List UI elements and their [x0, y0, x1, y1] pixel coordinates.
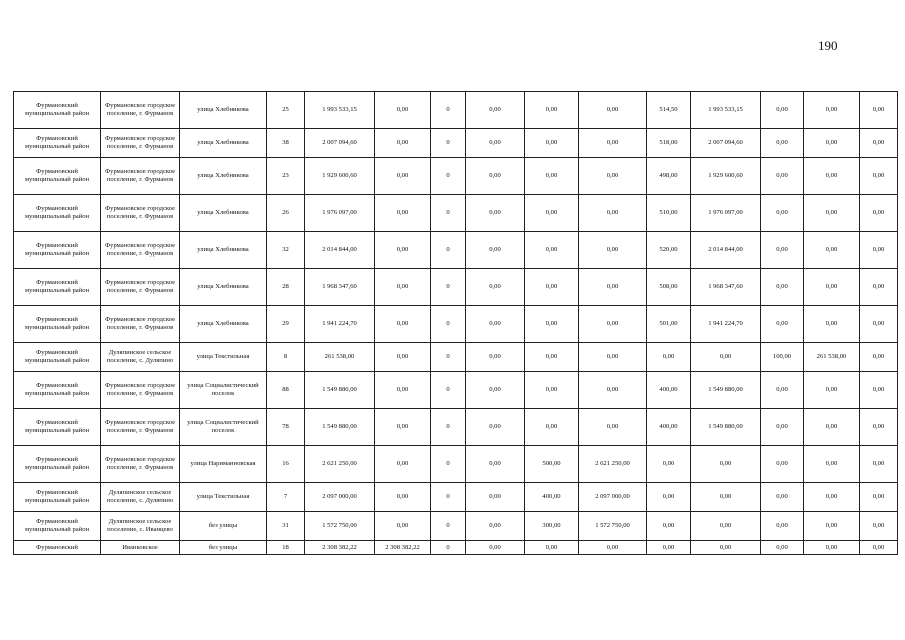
cell-cost-col-8: 0,00	[466, 129, 525, 158]
data-table	[13, 91, 898, 555]
cell-area-col-11: 518,00	[647, 129, 691, 158]
cell-cost-col-8: 0,00	[466, 306, 525, 343]
cell-house-number: 29	[267, 306, 305, 343]
table-body	[14, 92, 898, 555]
cell-cost-col-15: 0,00	[860, 129, 898, 158]
cell-area-col-13: 0,00	[761, 158, 804, 195]
cell-area-col-13: 0,00	[761, 446, 804, 483]
cell-area-col-9: 0,00	[525, 129, 579, 158]
cell-settlement: Фурмановское городское поселение, г. Фурманов	[101, 92, 180, 129]
cell-cost-col-10: 0,00	[579, 195, 647, 232]
cell-area-col-13: 0,00	[761, 409, 804, 446]
cell-street: улица Хлебникова	[180, 232, 267, 269]
cell-house-number: 78	[267, 409, 305, 446]
cell-cost-col-14: 0,00	[804, 269, 860, 306]
cell-area-col-13: 0,00	[761, 269, 804, 306]
cell-settlement: Дуляпинское сельское поселение, с. Дуляпино	[101, 483, 180, 512]
cell-cost-col-12: 1 929 600,60	[691, 158, 761, 195]
cell-count-col-7: 0	[431, 158, 466, 195]
cell-cost-col-14: 0,00	[804, 306, 860, 343]
cell-cost-col-6: 2 308 382,22	[375, 541, 431, 555]
cell-cost-col-15: 0,00	[860, 372, 898, 409]
cell-cost-col-12: 0,00	[691, 541, 761, 555]
cell-area-col-9: 500,00	[525, 446, 579, 483]
cell-cost-col-6: 0,00	[375, 269, 431, 306]
cell-house-number: 31	[267, 512, 305, 541]
cell-area-col-9: 0,00	[525, 195, 579, 232]
cell-street: улица Хлебникова	[180, 195, 267, 232]
cell-cost-col-12: 0,00	[691, 512, 761, 541]
cell-cost-col-10: 0,00	[579, 306, 647, 343]
cell-cost-col-10: 0,00	[579, 232, 647, 269]
cell-count-col-7: 0	[431, 483, 466, 512]
cell-municipality: Фурмановский муниципальный район	[14, 129, 101, 158]
cell-street: улица Нариманновская	[180, 446, 267, 483]
cell-area-col-13: 0,00	[761, 372, 804, 409]
cell-area-col-9: 400,00	[525, 483, 579, 512]
cell-cost-col-6: 0,00	[375, 232, 431, 269]
cell-total-cost: 261 538,00	[305, 343, 375, 372]
cell-municipality: Фурмановский муниципальный район	[14, 306, 101, 343]
cell-cost-col-15: 0,00	[860, 483, 898, 512]
cell-count-col-7: 0	[431, 306, 466, 343]
cell-cost-col-10: 2 621 250,00	[579, 446, 647, 483]
cell-cost-col-8: 0,00	[466, 232, 525, 269]
cell-cost-col-14: 0,00	[804, 232, 860, 269]
cell-municipality: Фурмановский муниципальный район	[14, 232, 101, 269]
cell-total-cost: 2 308 382,22	[305, 541, 375, 555]
cell-area-col-9: 0,00	[525, 343, 579, 372]
cell-cost-col-14: 0,00	[804, 541, 860, 555]
cell-count-col-7: 0	[431, 446, 466, 483]
cell-municipality: Фурмановский муниципальный район	[14, 512, 101, 541]
cell-cost-col-6: 0,00	[375, 446, 431, 483]
cell-house-number: 16	[267, 446, 305, 483]
cell-street: улица Хлебникова	[180, 158, 267, 195]
cell-cost-col-10: 0,00	[579, 158, 647, 195]
cell-cost-col-8: 0,00	[466, 483, 525, 512]
cell-cost-col-12: 0,00	[691, 483, 761, 512]
cell-area-col-11: 0,00	[647, 541, 691, 555]
cell-cost-col-15: 0,00	[860, 541, 898, 555]
cell-total-cost: 2 014 844,00	[305, 232, 375, 269]
cell-cost-col-15: 0,00	[860, 446, 898, 483]
cell-municipality: Фурмановский муниципальный район	[14, 446, 101, 483]
cell-cost-col-6: 0,00	[375, 92, 431, 129]
cell-house-number: 18	[267, 541, 305, 555]
cell-street: без улицы	[180, 541, 267, 555]
cell-cost-col-10: 2 097 000,00	[579, 483, 647, 512]
cell-settlement: Фурмановское городское поселение, г. Фурманов	[101, 158, 180, 195]
cell-area-col-11: 0,00	[647, 446, 691, 483]
cell-cost-col-15: 0,00	[860, 232, 898, 269]
cell-house-number: 32	[267, 232, 305, 269]
cell-cost-col-12: 1 976 097,00	[691, 195, 761, 232]
cell-area-col-13: 100,00	[761, 343, 804, 372]
cell-cost-col-8: 0,00	[466, 512, 525, 541]
cell-area-col-9: 0,00	[525, 306, 579, 343]
cell-count-col-7: 0	[431, 372, 466, 409]
cell-street: улица Социалистический поселок	[180, 409, 267, 446]
cell-count-col-7: 0	[431, 92, 466, 129]
cell-street: улица Хлебникова	[180, 269, 267, 306]
cell-settlement: Дуляпинское сельское поселение, с. Иванцево	[101, 512, 180, 541]
cell-cost-col-6: 0,00	[375, 512, 431, 541]
cell-area-col-13: 0,00	[761, 512, 804, 541]
cell-area-col-11: 501,00	[647, 306, 691, 343]
cell-count-col-7: 0	[431, 129, 466, 158]
cell-area-col-11: 520,00	[647, 232, 691, 269]
cell-area-col-9: 0,00	[525, 92, 579, 129]
cell-total-cost: 1 976 097,00	[305, 195, 375, 232]
cell-area-col-13: 0,00	[761, 232, 804, 269]
cell-cost-col-10: 0,00	[579, 541, 647, 555]
cell-area-col-13: 0,00	[761, 541, 804, 555]
cell-cost-col-14: 261 538,00	[804, 343, 860, 372]
cell-street: улица Текстильная	[180, 343, 267, 372]
cell-cost-col-15: 0,00	[860, 409, 898, 446]
cell-cost-col-10: 1 572 750,00	[579, 512, 647, 541]
table-row	[14, 446, 898, 483]
cell-cost-col-12: 1 549 880,00	[691, 409, 761, 446]
cell-cost-col-8: 0,00	[466, 195, 525, 232]
cell-street: улица Социалистический поселок	[180, 372, 267, 409]
cell-settlement: Фурмановское городское поселение, г. Фурманов	[101, 372, 180, 409]
cell-house-number: 88	[267, 372, 305, 409]
cell-area-col-11: 514,50	[647, 92, 691, 129]
cell-house-number: 23	[267, 158, 305, 195]
cell-area-col-11: 508,00	[647, 269, 691, 306]
cell-cost-col-12: 1 549 880,00	[691, 372, 761, 409]
cell-cost-col-12: 1 993 533,15	[691, 92, 761, 129]
cell-area-col-9: 0,00	[525, 269, 579, 306]
cell-settlement: Фурмановское городское поселение, г. Фурманов	[101, 446, 180, 483]
cell-cost-col-6: 0,00	[375, 158, 431, 195]
cell-municipality: Фурмановский муниципальный район	[14, 195, 101, 232]
cell-total-cost: 1 968 347,60	[305, 269, 375, 306]
cell-cost-col-10: 0,00	[579, 92, 647, 129]
cell-cost-col-8: 0,00	[466, 372, 525, 409]
cell-street: улица Хлебникова	[180, 129, 267, 158]
cell-area-col-13: 0,00	[761, 129, 804, 158]
cell-settlement: Фурмановское городское поселение, г. Фурманов	[101, 129, 180, 158]
cell-street: улица Хлебникова	[180, 92, 267, 129]
cell-cost-col-10: 0,00	[579, 372, 647, 409]
cell-municipality: Фурмановский муниципальный район	[14, 483, 101, 512]
table-row	[14, 343, 898, 372]
table-row	[14, 541, 898, 555]
cell-cost-col-14: 0,00	[804, 158, 860, 195]
cell-cost-col-14: 0,00	[804, 446, 860, 483]
cell-total-cost: 2 621 250,00	[305, 446, 375, 483]
cell-area-col-9: 0,00	[525, 541, 579, 555]
cell-area-col-11: 0,00	[647, 512, 691, 541]
cell-cost-col-10: 0,00	[579, 343, 647, 372]
table-row	[14, 483, 898, 512]
cell-total-cost: 1 572 750,00	[305, 512, 375, 541]
cell-cost-col-8: 0,00	[466, 92, 525, 129]
cell-municipality: Фурмановский муниципальный район	[14, 343, 101, 372]
cell-house-number: 7	[267, 483, 305, 512]
cell-municipality: Фурмановский муниципальный район	[14, 409, 101, 446]
cell-cost-col-15: 0,00	[860, 195, 898, 232]
cell-cost-col-12: 2 007 094,60	[691, 129, 761, 158]
cell-cost-col-15: 0,00	[860, 306, 898, 343]
cell-total-cost: 1 549 880,00	[305, 409, 375, 446]
cell-house-number: 26	[267, 195, 305, 232]
cell-cost-col-14: 0,00	[804, 372, 860, 409]
table-row	[14, 409, 898, 446]
cell-cost-col-8: 0,00	[466, 269, 525, 306]
cell-cost-col-6: 0,00	[375, 306, 431, 343]
cell-cost-col-10: 0,00	[579, 129, 647, 158]
cell-count-col-7: 0	[431, 512, 466, 541]
cell-cost-col-12: 1 968 347,60	[691, 269, 761, 306]
cell-count-col-7: 0	[431, 232, 466, 269]
cell-municipality: Фурмановский муниципальный район	[14, 269, 101, 306]
cell-total-cost: 2 097 000,00	[305, 483, 375, 512]
table-row	[14, 195, 898, 232]
cell-area-col-11: 0,00	[647, 483, 691, 512]
cell-cost-col-6: 0,00	[375, 372, 431, 409]
cell-cost-col-8: 0,00	[466, 343, 525, 372]
cell-area-col-9: 300,00	[525, 512, 579, 541]
cell-area-col-13: 0,00	[761, 483, 804, 512]
cell-count-col-7: 0	[431, 409, 466, 446]
cell-cost-col-6: 0,00	[375, 409, 431, 446]
table-row	[14, 269, 898, 306]
cell-cost-col-12: 2 014 844,00	[691, 232, 761, 269]
table-row	[14, 512, 898, 541]
table-row	[14, 232, 898, 269]
cell-cost-col-6: 0,00	[375, 195, 431, 232]
cell-count-col-7: 0	[431, 269, 466, 306]
cell-area-col-13: 0,00	[761, 306, 804, 343]
cell-cost-col-10: 0,00	[579, 269, 647, 306]
cell-cost-col-14: 0,00	[804, 512, 860, 541]
cell-cost-col-15: 0,00	[860, 92, 898, 129]
cell-cost-col-6: 0,00	[375, 343, 431, 372]
cell-street: без улицы	[180, 512, 267, 541]
cell-municipality: Фурмановский	[14, 541, 101, 555]
cell-municipality: Фурмановский муниципальный район	[14, 372, 101, 409]
cell-area-col-11: 400,00	[647, 409, 691, 446]
cell-cost-col-15: 0,00	[860, 343, 898, 372]
cell-cost-col-15: 0,00	[860, 512, 898, 541]
cell-area-col-11: 510,00	[647, 195, 691, 232]
cell-area-col-11: 0,00	[647, 343, 691, 372]
cell-cost-col-6: 0,00	[375, 129, 431, 158]
cell-street: улица Текстильная	[180, 483, 267, 512]
cell-total-cost: 1 941 224,70	[305, 306, 375, 343]
cell-cost-col-12: 0,00	[691, 343, 761, 372]
cell-area-col-11: 498,00	[647, 158, 691, 195]
cell-cost-col-14: 0,00	[804, 483, 860, 512]
cell-count-col-7: 0	[431, 195, 466, 232]
table-row	[14, 129, 898, 158]
cell-cost-col-14: 0,00	[804, 195, 860, 232]
table-row	[14, 158, 898, 195]
cell-municipality: Фурмановский муниципальный район	[14, 158, 101, 195]
cell-cost-col-14: 0,00	[804, 129, 860, 158]
cell-area-col-9: 0,00	[525, 409, 579, 446]
cell-area-col-13: 0,00	[761, 92, 804, 129]
cell-municipality: Фурмановский муниципальный район	[14, 92, 101, 129]
cell-house-number: 28	[267, 269, 305, 306]
cell-area-col-9: 0,00	[525, 372, 579, 409]
cell-cost-col-8: 0,00	[466, 446, 525, 483]
cell-settlement: Фурмановское городское поселение, г. Фурманов	[101, 269, 180, 306]
cell-total-cost: 1 549 880,00	[305, 372, 375, 409]
cell-count-col-7: 0	[431, 541, 466, 555]
cell-total-cost: 2 007 094,60	[305, 129, 375, 158]
cell-settlement: Фурмановское городское поселение, г. Фурманов	[101, 195, 180, 232]
cell-count-col-7: 0	[431, 343, 466, 372]
cell-settlement: Дуляпинское сельское поселение, с. Дуляпино	[101, 343, 180, 372]
cell-area-col-11: 400,00	[647, 372, 691, 409]
cell-cost-col-12: 1 941 224,70	[691, 306, 761, 343]
cell-settlement: Фурмановское городское поселение, г. Фурманов	[101, 306, 180, 343]
cell-cost-col-15: 0,00	[860, 269, 898, 306]
cell-cost-col-14: 0,00	[804, 409, 860, 446]
cell-cost-col-8: 0,00	[466, 541, 525, 555]
table-row	[14, 372, 898, 409]
cell-total-cost: 1 993 533,15	[305, 92, 375, 129]
cell-house-number: 25	[267, 92, 305, 129]
cell-house-number: 38	[267, 129, 305, 158]
cell-cost-col-12: 0,00	[691, 446, 761, 483]
cell-area-col-13: 0,00	[761, 195, 804, 232]
cell-street: улица Хлебникова	[180, 306, 267, 343]
cell-settlement: Фурмановское городское поселение, г. Фурманов	[101, 232, 180, 269]
cell-cost-col-8: 0,00	[466, 409, 525, 446]
cell-house-number: 8	[267, 343, 305, 372]
cell-area-col-9: 0,00	[525, 232, 579, 269]
cell-settlement: Иванковское	[101, 541, 180, 555]
cell-cost-col-8: 0,00	[466, 158, 525, 195]
page-number: 190	[818, 38, 838, 53]
cell-area-col-9: 0,00	[525, 158, 579, 195]
cell-cost-col-14: 0,00	[804, 92, 860, 129]
cell-cost-col-10: 0,00	[579, 409, 647, 446]
table-row	[14, 92, 898, 129]
table-row	[14, 306, 898, 343]
cell-cost-col-15: 0,00	[860, 158, 898, 195]
cell-settlement: Фурмановское городское поселение, г. Фурманов	[101, 409, 180, 446]
cell-total-cost: 1 929 600,60	[305, 158, 375, 195]
cell-cost-col-6: 0,00	[375, 483, 431, 512]
